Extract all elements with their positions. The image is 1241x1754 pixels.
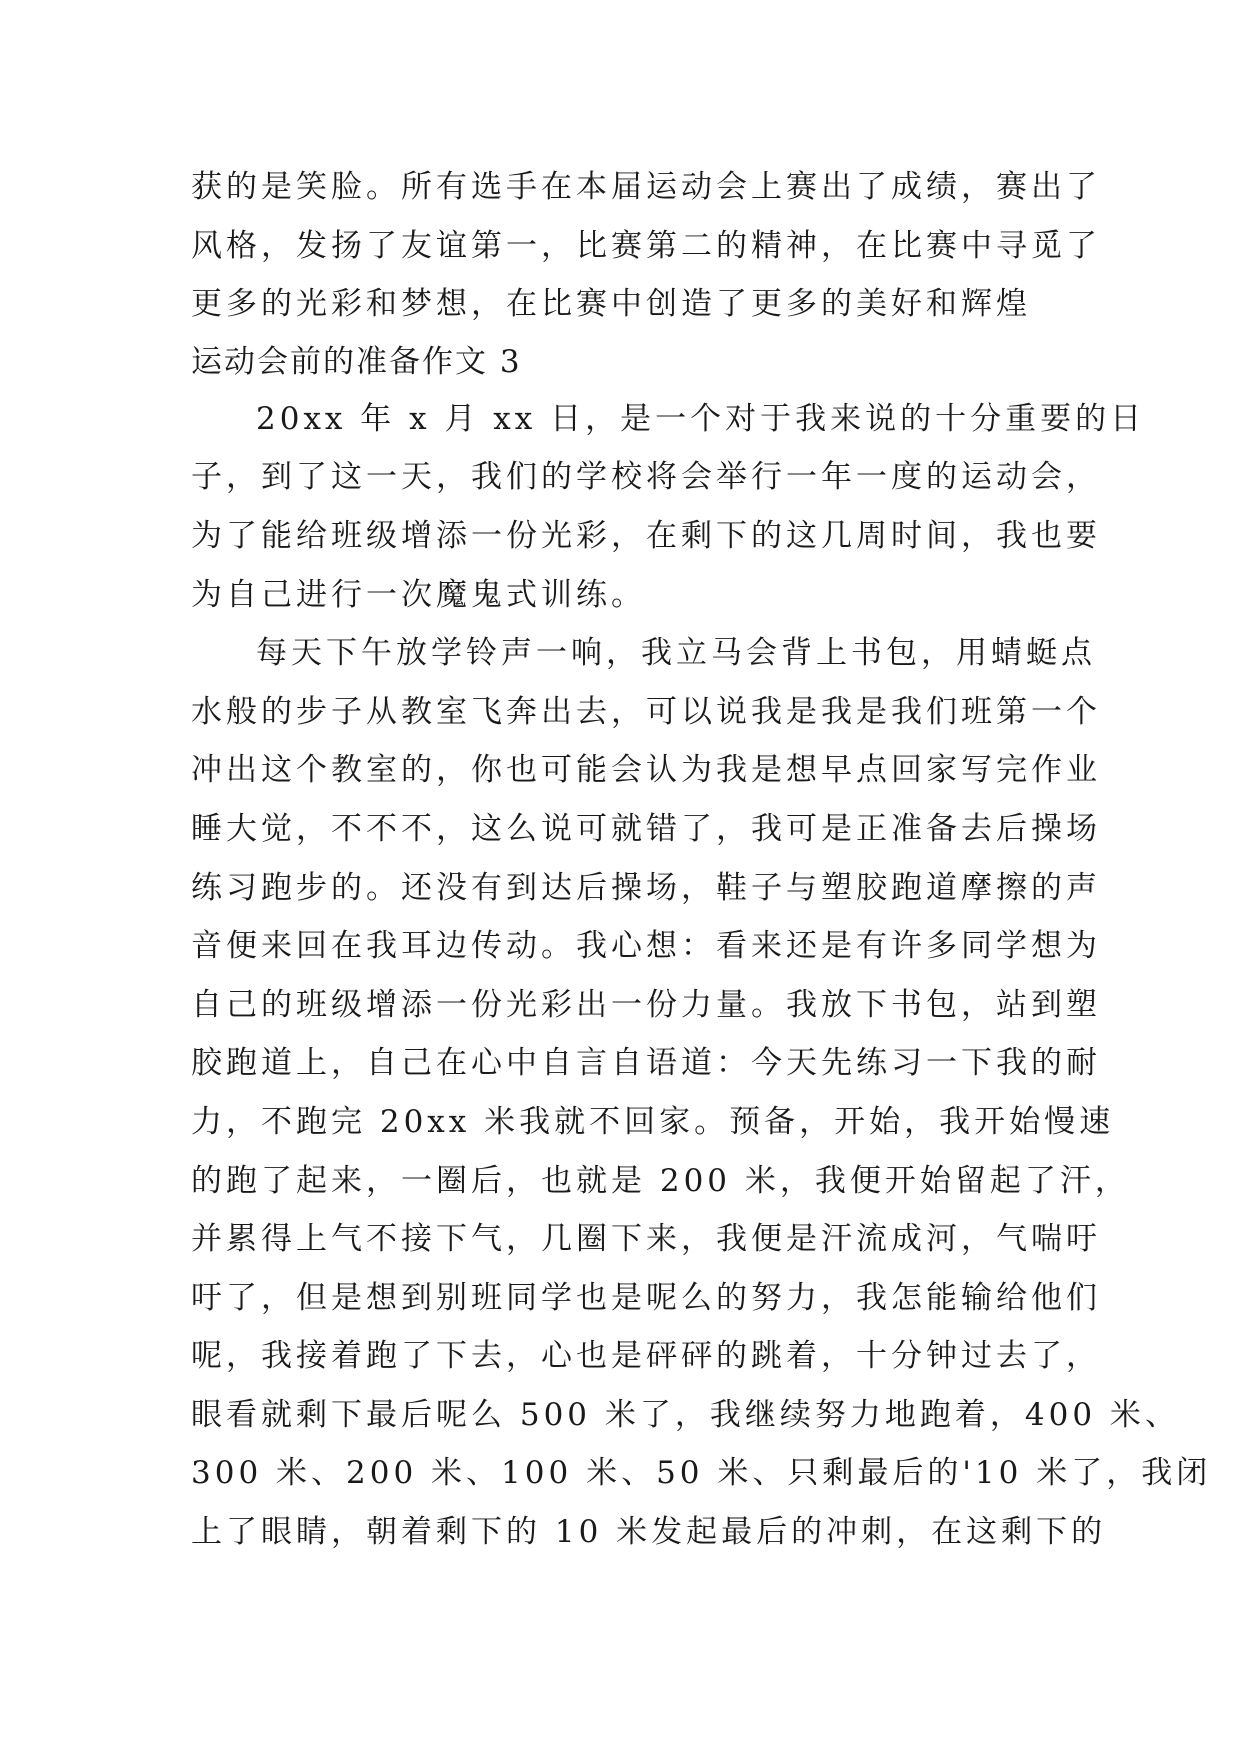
text-line: 水般的步子从教室飞奔出去，可以说我是我是我们班第一个 <box>191 693 1101 730</box>
text-line: 睡大觉，不不不，这么说可就错了，我可是正准备去后操场 <box>191 810 1101 847</box>
paragraph-2 <box>191 624 1212 1562</box>
text-line: 音便来回在我耳边传动。我心想：看来还是有许多同学想为 <box>191 928 1101 965</box>
text-line: 眼看就剩下最后呢么 500 米了，我继续努力地跑着，400 米、 <box>191 1396 1180 1433</box>
text-line: 力，不跑完 20xx 米我就不回家。预备，开始，我开始慢速 <box>191 1103 1115 1140</box>
text-line: 胶跑道上，自己在心中自言自语道：今天先练习一下我的耐 <box>191 1045 1101 1082</box>
text-line: 20xx 年 x 月 xx 日，是一个对于我来说的十分重要的日 <box>256 400 1146 437</box>
section-title: 运动会前的准备作文 3 <box>191 343 522 380</box>
text-line: 更多的光彩和梦想，在比赛中创造了更多的美好和辉煌 <box>191 286 1031 323</box>
text-line: 冲出这个教室的，你也可能会认为我是想早点回家写完作业 <box>191 752 1101 789</box>
text-line: 为了能给班级增添一份光彩，在剩下的这几周时间，我也要 <box>191 517 1101 554</box>
continuation-paragraph <box>191 158 1101 334</box>
text-line: 练习跑步的。还没有到达后操场，鞋子与塑胶跑道摩擦的声 <box>191 869 1101 906</box>
text-line: 呢，我接着跑了下去，心也是砰砰的跳着，十分钟过去了， <box>191 1338 1101 1375</box>
text-line: 获的是笑脸。所有选手在本届运动会上赛出了成绩，赛出了 <box>191 169 1101 205</box>
document-body <box>191 158 1212 1562</box>
text-line: 300 米、200 米、100 米、50 米、只剩最后的'10 米了，我闭 <box>191 1455 1212 1492</box>
text-line: 上了眼睛，朝着剩下的 10 米发起最后的冲刺，在这剩下的 <box>191 1514 1107 1551</box>
paragraph-1 <box>191 390 1146 624</box>
text-line: 每天下午放学铃声一响，我立马会背上书包，用蜻蜓点 <box>256 635 1096 672</box>
text-line: 吁了，但是想到别班同学也是呢么的努力，我怎能输给他们 <box>191 1279 1101 1316</box>
text-line: 的跑了起来，一圈后，也就是 200 米，我便开始留起了汗， <box>191 1162 1130 1199</box>
text-line: 为自己进行一次魔鬼式训练。 <box>191 576 646 613</box>
text-line: 子，到了这一天，我们的学校将会举行一年一度的运动会， <box>191 459 1101 496</box>
text-line: 并累得上气不接下气，几圈下来，我便是汗流成河，气喘吁 <box>191 1221 1101 1258</box>
text-line: 自己的班级增添一份光彩出一份力量。我放下书包，站到塑 <box>191 986 1101 1023</box>
text-line: 风格，发扬了友谊第一，比赛第二的精神，在比赛中寻觅了 <box>191 227 1101 264</box>
